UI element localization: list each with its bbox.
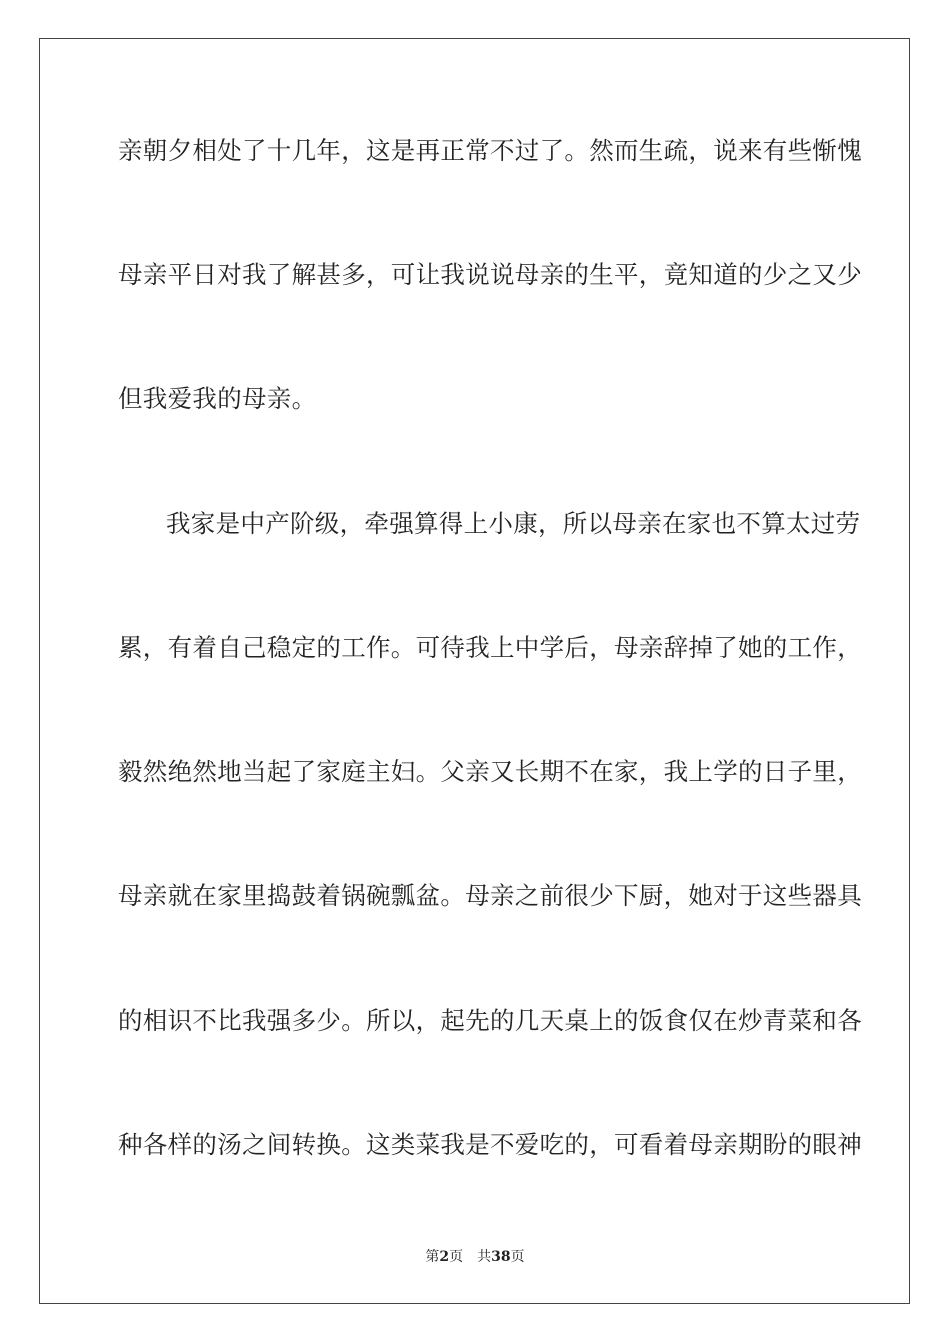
body-text-line-9: 种各样的汤之间转换。这类菜我是不爱吃的，可看着母亲期盼的眼神 [118,1130,862,1159]
body-text-line-7: 母亲就在家里捣鼓着锅碗瓢盆。母亲之前很少下厨，她对于这些器具 [118,881,862,910]
body-text-line-4: 我家是中产阶级，牵强算得上小康，所以母亲在家也不算太过劳 [166,509,861,538]
total-label-prefix: 共 [477,1249,492,1265]
page-label-prefix: 第 [425,1249,440,1265]
body-text-line-1: 亲朝夕相处了十几年，这是再正常不过了。然而生疏，说来有些惭愧 [118,136,862,165]
body-text-line-6: 毅然绝然地当起了家庭主妇。父亲又长期不在家，我上学的日子里， [118,757,862,786]
page-footer [0,1248,950,1266]
body-text-line-2: 母亲平日对我了解甚多，可让我说说母亲的生平，竟知道的少之又少 [118,260,862,289]
page-border [39,38,910,1304]
total-pages: 38 [491,1249,511,1265]
page-label-suffix: 页 [449,1249,464,1265]
body-text-line-8: 的相识不比我强多少。所以，起先的几天桌上的饭食仅在炒青菜和各 [118,1006,862,1035]
body-text-line-3: 但我爱我的母亲。 [118,384,317,413]
total-label-suffix: 页 [510,1249,525,1265]
page-number: 2 [439,1249,450,1265]
body-text-line-5: 累，有着自己稳定的工作。可待我上中学后，母亲辞掉了她的工作， [118,633,862,662]
